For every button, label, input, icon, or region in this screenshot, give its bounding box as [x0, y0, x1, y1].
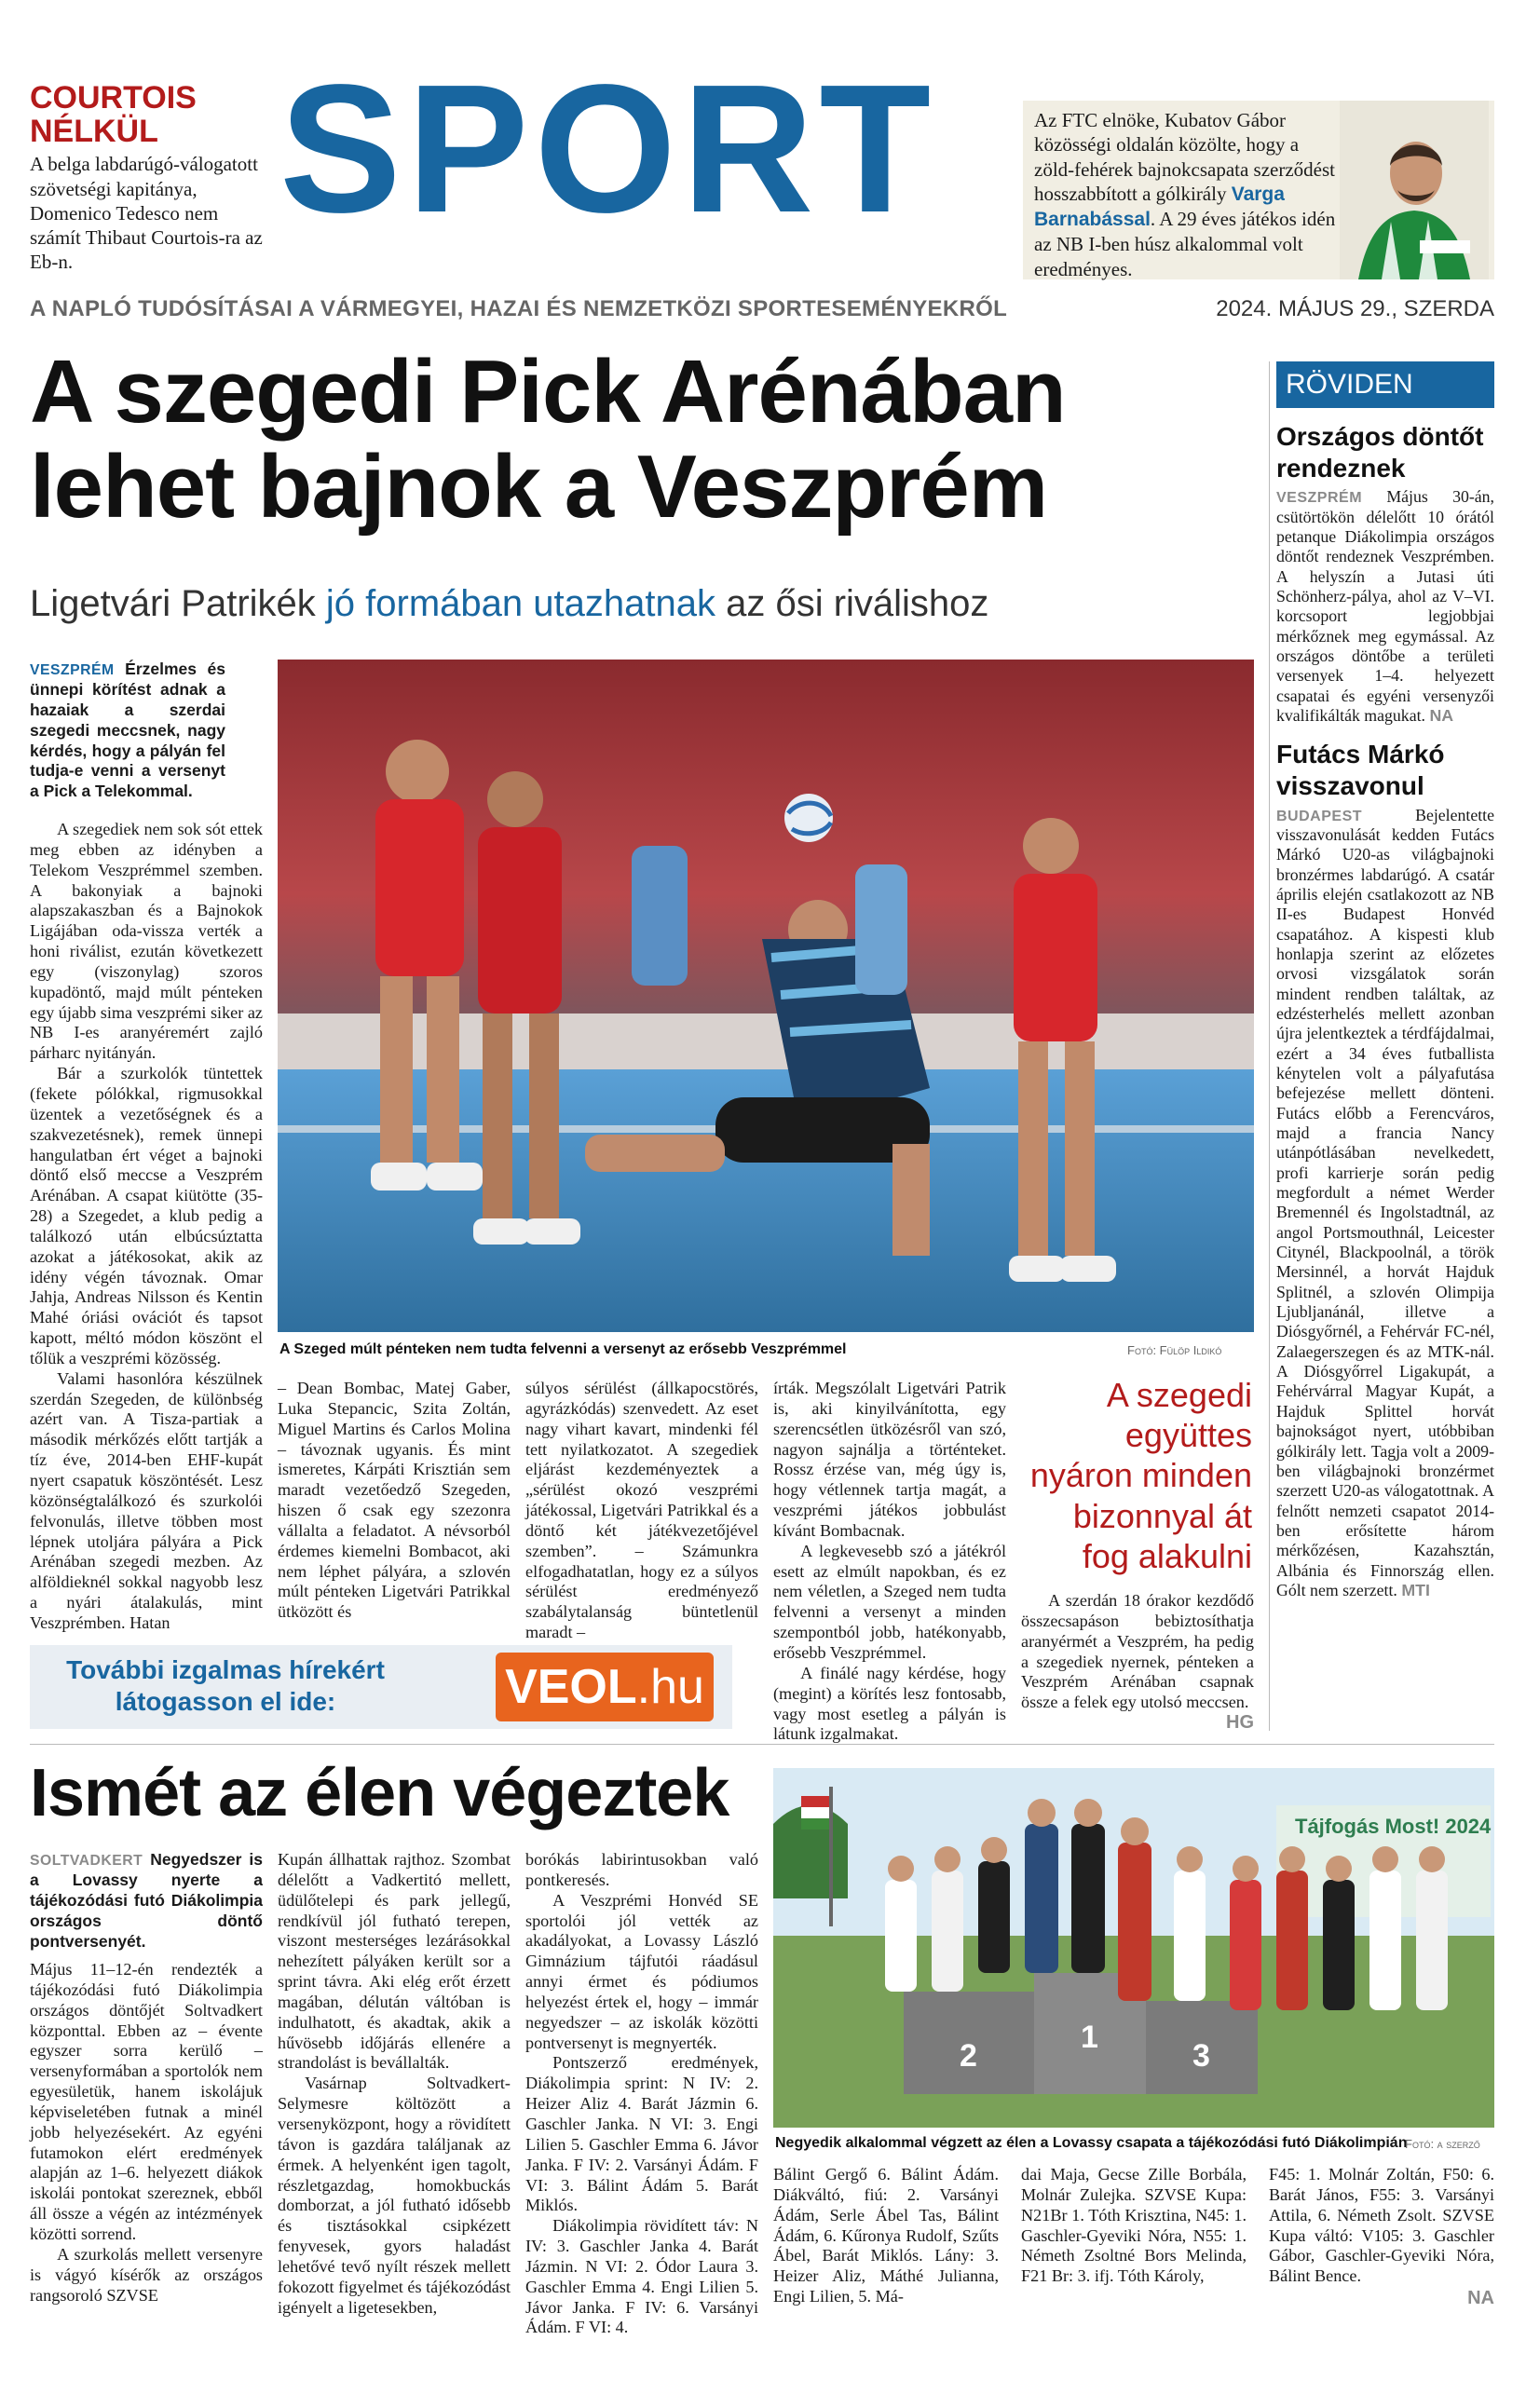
veol-banner-line-2: látogasson el ide: [115, 1686, 336, 1716]
roviden-item2-body [1276, 806, 1494, 1601]
main-headline-line-2: lehet bajnok a Veszprém [30, 436, 1048, 537]
courtois-title-2: NÉLKÜL [30, 113, 158, 149]
deck-before: Ligetvári Patrikék [30, 583, 326, 624]
roviden-item2-title: Futács Márkó visszavonul [1276, 740, 1445, 800]
podium-number-3: 3 [1192, 2038, 1210, 2074]
roviden-item2-tag: BUDAPEST [1276, 808, 1363, 824]
podium-number-1: 1 [1081, 2020, 1098, 2055]
ftc-text-before: Az FTC elnöke, Kubatov Gábor közösségi oldalán közölte, hogy a zöld-fehérek bajnokcsapata szerződést hosszabbított a gólkirály [1034, 109, 1335, 205]
second-lead-tag: SOLTVADKERT [30, 1853, 143, 1869]
roviden-item1-tag: VESZPRÉM [1276, 490, 1363, 507]
roviden-item1-title: Országos döntőt rendeznek [1276, 422, 1484, 483]
main-col4-paragraph: írták. Megszólalt Ligetvári Patrik is, aki kinyilvánította, egy szerencsétlen ütközésről van szó, nagyon sajnálja a történteket. Rossz érzése van, még úgy is, hogy vétlennek tartja magát, a veszprémi játékos jobbulást kívánt Bombacnak. [773, 1379, 1006, 1540]
main-column-1 [30, 820, 263, 1634]
ftc-brief-box [1023, 101, 1494, 279]
second-headline: Ismét az élen végeztek [30, 1756, 729, 1830]
main-headline-line-1: A szegedi Pick Arénában [30, 342, 1066, 442]
ftc-text-after: . A 29 éves játékos idén az NB I-ben húsz alkalommal volt eredményes. [1034, 208, 1336, 280]
podium-photo-caption: Negyedik alkalommal végzett az élen a Lovassy csapata a tájékozódási futó Diákolimpián [775, 2135, 1408, 2151]
second-col3-paragraph: Pontszerző eredmények, Diákolimpia sprint: N IV: 2. Heizer Aliz 4. Barát Jázmin 6. Gaschler Janka. N VI: 3. Engi Lilien 5. Gaschler Emma 6. Jávor Janka. F IV: 2. Varsányi Ádám. F VI: 3. Bálint Ádám 5. Barát Miklós. [525, 2053, 758, 2215]
second-col3-paragraph: Diákolimpia rövidített táv: N IV: 3. Gaschler Janka 4. Barát Jázmin. N VI: 2. Ódor Laura 3. Gaschler Emma 4. Engi Lilien 5. Jávor Janka. F IV: 6. Varsányi Ádám. F VI: 4. [525, 2216, 758, 2337]
main-column-5 [1021, 1591, 1254, 1734]
second-lead-text: Negyedszer is a Lovassy nyerte a tájékozódási futó Diákolimpia országos döntő pontversenyét. [30, 1850, 263, 1951]
second-col4-paragraph: Bálint Gergő 6. Bálint Ádám. Diákváltó, fiú: 2. Varsányi Ádám, Serle Ábel Tas, Bálint Ádám, 6. Kűronya Rudolf, Szűts Ábel, Barát Miklós. Lány: 3. Heizer Aliz, Máthé Julianna, Engi Lilien, 5. Má- [773, 2165, 999, 2306]
courtois-body: A belga labdarúgó-válogatott szövetségi kapitánya, Domenico Tedesco nem számít Thibaut Courtois-ra az Eb-n. [30, 153, 263, 274]
section-divider [30, 1744, 1494, 1745]
roviden-sidebar [1276, 361, 1494, 1600]
masthead-subline: A NAPLÓ TUDÓSÍTÁSAI A VÁRMEGYEI, HAZAI ÉS NEMZETKÖZI SPORTESEMÉNYEKRŐL [30, 296, 1008, 321]
second-column-1 [30, 1960, 263, 2306]
ftc-player-name: Varga Barnabással [1034, 183, 1285, 230]
main-lead-tag: VESZPRÉM [30, 662, 115, 678]
footballer-photo [1340, 101, 1489, 279]
second-signature: NA [1467, 2288, 1494, 2309]
second-col3-paragraph: borókás labirintusokban való pontkeresés. [525, 1850, 758, 1889]
main-deck [30, 583, 988, 625]
courtois-title-1: COURTOIS [30, 80, 197, 116]
main-col1-paragraph: Valami hasonlóra készülnek szerdán Szegeden, de különbség azért van. A Tisza-partiak a második mérkőzés előtt tartják a tíz éve, 2014-ben EHF-kupát nyert csapatuk köszöntését. Lesz közönségtalálkozó és szurkolói felvonulás, illetve többen most lépnek utoljára pályára a Pick Arénában szegedi mezben. Az alföldieknél sokkal nagyobb lesz a nyári átalakulás, mint Veszprémben. Hatan [30, 1368, 263, 1632]
banner-sign-text: Tájfogás Most! 2024 [1295, 1815, 1492, 1838]
roviden-header: RÖVIDEN [1276, 361, 1494, 408]
veol-banner-text [58, 1654, 393, 1717]
main-photo-caption: A Szeged múlt pénteken nem tudta felvenni a versenyt az erősebb Veszprémmel [279, 1341, 847, 1357]
second-col1-paragraph: A szurkolás mellett versenyre is vágyó kísérők az országos rangsoroló SZVSE [30, 2244, 263, 2305]
main-signature: HG [1226, 1712, 1254, 1734]
sport-masthead-title: SPORT [279, 47, 937, 251]
roviden-item1-body [1276, 487, 1494, 726]
second-lead [30, 1850, 263, 1952]
podium-number-2: 2 [960, 2038, 977, 2074]
veol-link-button[interactable] [496, 1653, 714, 1721]
ftc-brief-text [1034, 108, 1342, 281]
handball-photo-illustration [278, 660, 1254, 1332]
roviden-item2-signature: MTI [1401, 1580, 1430, 1599]
deck-after: az ősi riválishoz [715, 583, 989, 624]
deck-highlight: jó formában utazhatnak [325, 583, 715, 624]
issue-date: 2024. MÁJUS 29., SZERDA [1216, 296, 1494, 321]
second-column-5 [1021, 2165, 1247, 2287]
second-column-3 [525, 1850, 758, 2338]
main-column-3 [525, 1379, 758, 1643]
main-lead [30, 660, 225, 802]
veol-brand: VEOL [505, 1660, 637, 1714]
veol-banner-line-1: További izgalmas hírekért [66, 1655, 385, 1684]
main-col4-paragraph: A legkevesebb szó a játékról esett az elmúlt napokban, és ez nem véletlen, a Szeged nem tudta felvenni a versenyt a minden szempontból jobb, hatékonyabb, erősebb Veszprémmel. [773, 1541, 1006, 1662]
second-col3-paragraph: A Veszprémi Honvéd SE sportolói jól vették az akadályokat, a Lovassy László Gimnázium tájfutói ráadásul annyi érmet és pódiumos helyezést értek el, hogy – immár negyedszer – az iskolák közötti pontversenyt is megnyerték. [525, 1890, 758, 2052]
roviden-item2-text: Bejelentette visszavonulását kedden Futács Márkó U20-as világbajnoki bronzérmes labdarúgó. A csatár április elején csatlakozott az NB II-es Budapest Honvéd csapatához. A kispesti klub honlapja szerint az előzetes orvosi vizsgálatok során mindent rendben találtak, az edzésterhelés mellett azonban újra jelentkeztek a térdfájdalmai, ezért a 34 éves futballista kénytelen volt a pályafutása befejezése mellett dönteni. Futács előbb a Ferencváros, majd a francia Nancy utánpótlásában nevelkedett, profi karrierje során pedig megfordult a német Werder Bremennél és Ingolstadtnál, az angol Portsmouthnál, Leicester Citynél, Blackpoolnál, a török Mersinnél, a horvát Hajduk Splitnél, a szlovén Olimpija Ljubljanánál, illetve a Diósgyőrnél, a Fehérvár FC-nél, Zalaegerszegen és az MTK-nál. A Diósgyőrrel Ligakupát, a Fehérvárral Magyar Kupát, a Hajduk Splittel horvát bajnokságot nyert, utóbbiban gólkirály lett. Tagja volt a 2009-ben világbajnoki bronzérmet szerzett U20-as válogatottnak. A felnőtt nemzeti csapatot 2014-ben erősítette három mérkőzésen, Kazahsztán, Albánia és Finnország ellen. Gólt nem szerzett. [1276, 805, 1494, 1599]
main-lead-text: Érzelmes és ünnepi körítést adnak a hazaiak a szerdai szegedi meccsnek, nagy kérdés, hogy a pályán fel tudja-e venni a versenyt a Pick a Telekommal. [30, 660, 225, 801]
handball-photo [278, 660, 1254, 1332]
main-col1-paragraph: A szegediek nem sok sót ettek meg ebben az idényben a Telekom Veszprémmel szemben. A bakonyiak a bajnoki alapszakaszban és a Bajnokok Ligájában oda-vissza verték a honi riválist, ezután következett egy (viszonylag) szoros kupadöntő, majd múlt pénteken egy újabb sima veszprémi siker az NB I-es aranyéremért zajló párharc nyitányán. [30, 820, 263, 1063]
main-col4-paragraph: A finálé nagy kérdése, hogy (megint) a körítés lesz fontosabb, vagy most esetleg a pályán is látunk izgalmakat. [773, 1663, 1006, 1744]
veol-tld: .hu [636, 1660, 704, 1714]
second-column-6 [1269, 2165, 1494, 2309]
second-col2-paragraph: Vasárnap Soltvadkert-Selymesre költözött a versenyközpont, hogy a rövidített távon is gazdára találjanak az érmek. A helyenként igen tagolt, részletgazdag, homokbuckás domborzat, a jól futható idősebb és tisztásokkal csipkézett fenyvesek, gyors haladást lehetővé tevő nyílt részek mellett fokozott figyelmet és tájékozódást igényelt a ligetesekben, [278, 2074, 511, 2317]
second-col2-paragraph: Kupán állhattak rajthoz. Szombat délelőtt a Vadkertitó mellett, üdülőtelepi és park jellegű, rendkívül jól futható terepen, viszont mesterséges lezárásokkal nehezített pályáken került sor a sprint távra. Aki elég erőt érzett magában, délután váltóban is indulhatott, és akadtak, akik a hűvösebb időjárás ellenére a strandolást is bevállalták. [278, 1850, 511, 2073]
podium-photo [773, 1768, 1494, 2128]
veol-banner[interactable] [30, 1645, 732, 1729]
main-headline [30, 342, 1260, 537]
second-col5-paragraph: dai Maja, Gecse Zille Borbála, Molnár Zulejka. SZVSE Kupa: N21Br 1. Tóth Krisztina, N45: 1. Gaschler-Gyeviki Nóra, N55: 1. Németh Zsoltné Bors Melinda, F21 Br: 3. ifj. Tóth Károly, [1021, 2165, 1247, 2286]
podium-photo-illustration [773, 1768, 1494, 2128]
second-column-4 [773, 2165, 999, 2307]
main-column-2 [278, 1379, 511, 1623]
main-pullquote: A szegedi együttes nyáron minden bizonnyal át fog alakulni [1029, 1376, 1252, 1575]
courtois-brief [30, 82, 272, 275]
roviden-item1-text: Május 30-án, csütörtökön délelőtt 10 órától petanque Diákolimpia országos döntőt rendeznek Veszprémben. A helyszín a Jutasi úti Schönherz-pálya, ahol az V–VI. korcsoport legjobbjai mérkőznek meg egymással. Az országos döntőbe a területi versenyek 1–4. helyezett csapatai és egyéni versenyzői kvalifikálták magukat. [1276, 487, 1494, 725]
sidebar-divider [1269, 361, 1270, 1731]
second-col1-paragraph: Május 11–12-én rendezték a tájékozódási futó Diákolimpia országos döntőjét Soltvadkert központtal. Ebben az – évente egyszer sorra kerülő – versenyformában a sportolók nem egyesületük, hanem iskolájuk képviseletében futnak a minél jobb helyezésekért. Az egyéni futamokon elért eredmények alapján az 1–6. helyezett diákok iskolái pontokat szereznek, ebből áll össze a végén az intézmények közötti sorrend. [30, 1960, 263, 2243]
roviden-item1-signature: NA [1429, 705, 1454, 725]
main-col1-paragraph: Bár a szurkolók tüntettek (fekete pólókkal, rigmusokkal üzentek a vezetőségnek és a szakvezetésnek), remek ünnepi hangulatban ért véget a bajnoki döntő első meccse a Veszprém Arénában. A csapat kiütötte (35-28) a Szegedet, a klub pedig a találkozó után elbúcsúztatta azokat a játékosokat, akik az idény végén távoznak. Omar Jahja, Andreas Nilsson és Kentin Mahé óriási ovációt és tapsot kapott, méltó módon köszönt el tőlük a veszprémi közösség. [30, 1064, 263, 1367]
podium-photo-credit: Fotó: a szerző [1405, 2137, 1480, 2151]
main-col3-paragraph: súlyos sérülést (állkapocstörés, agyrázkódás) szenvedett. Az eset nagy vihart kavart, mindenki fél tett nyilatkozatot. A szegediek eljárást kezdeményeztek a „sérülést okozó veszprémi játékossal, Ligetvári Patrikkal és a döntő két játékvezetőjével szemben”. – Számunkra elfogadhatatlan, hogy ez a súlyos sérülést eredményező szabálytalanság büntetlenül maradt – [525, 1379, 758, 1642]
second-col6-paragraph: F45: 1. Molnár Zoltán, F50: 6. Barát János, F55: 3. Varsányi Attila, 6. Németh Zsolt. SZVSE Kupa váltó: V105: 3. Gaschler Gábor, Gaschler-Gyeviki Nóra, Bálint Bence. [1269, 2165, 1494, 2286]
main-col2-paragraph: – Dean Bombac, Matej Gaber, Luka Stepancic, Szita Zoltán, Miguel Martins és Carlos Molina – távoznak ugyanis. És mint ismeretes, Kárpáti Krisztián sem maradt vezetőedző Szegeden, hiszen ő csak egy szezonra vállalta a feladatot. A névsorból érdemes kiemelni Bombacot, aki nem léphet pályára, a szlovén múlt pénteken Ligetvári Patrikkal ütközött és [278, 1379, 511, 1622]
main-photo-credit: Fotó: Fülöp Ildikó [1127, 1343, 1222, 1357]
main-col5-paragraph: A szerdán 18 órakor kezdődő összecsapáson bebiztosíthatja aranyérmét a Veszprém, ha pedig a szegediek nyernek, pénteken a Veszprém Arénában csapnak össze a felek egy utolsó meccsen. [1021, 1591, 1254, 1712]
second-column-2 [278, 1850, 511, 2318]
main-column-4 [773, 1379, 1006, 1745]
